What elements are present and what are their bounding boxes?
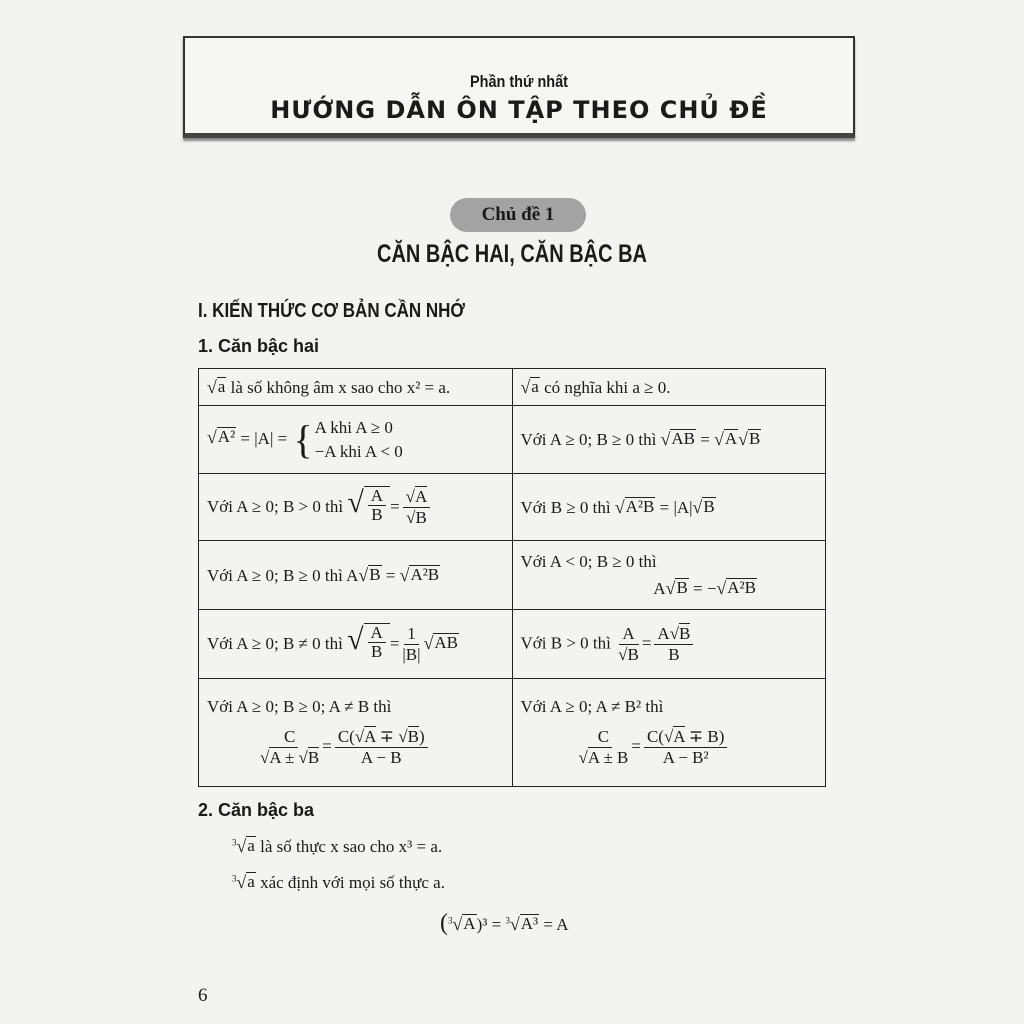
page-number: 6 <box>198 985 208 1006</box>
topic-title: CĂN BẬC HAI, CĂN BẬC BA <box>377 240 647 268</box>
table-row <box>199 679 826 787</box>
table-row <box>199 541 826 610</box>
part-subtitle: Phần thứ nhất <box>470 72 568 91</box>
table-row <box>199 474 826 541</box>
formula-cell: Với A ≥ 0; B ≠ 0 thì √ $\frac{A}{B}$ = $\frac{1}{|B|}$ √ AB <box>199 610 513 679</box>
formula-cell: √ a có nghĩa khi a ≥ 0. <box>512 369 826 406</box>
section-heading: I. KIẾN THỨC CƠ BẢN CẦN NHỚ <box>198 300 465 322</box>
table-row <box>199 369 826 406</box>
cube-root-domain: $^3$ √ a xác định với mọi số thực a. <box>232 872 445 892</box>
table-row <box>199 406 826 474</box>
subsection-square-root: 1. Căn bậc hai <box>198 336 320 356</box>
cube-root-definition: $^3$ √ a là số thực x sao cho x³ = a. <box>232 836 443 856</box>
formula-cell: Với A < 0; B ≥ 0 thì A √ B = − √ A²B <box>512 541 826 610</box>
cube-root-identity: ($^3$ √ A )³ = $^3$ √ A³ = A <box>440 910 569 936</box>
part-title: HƯỚNG DẪN ÔN TẬP THEO CHỦ ĐỀ <box>270 96 768 124</box>
part-header-box <box>183 36 855 138</box>
formula-cell: Với A ≥ 0; B ≥ 0; A ≠ B thì $\frac{C}{√A \pm √B}$ = $\frac{C(√A \mp √B)}{A - B}$ <box>199 679 513 787</box>
formula-cell: Với A ≥ 0; B > 0 thì √ $\frac{A}{B}$ = $\frac{√A}{√B}$ <box>199 474 513 541</box>
table-row <box>199 610 826 679</box>
subsection-cube-root: 2. Căn bậc ba <box>198 800 315 820</box>
topic-badge: Chủ đề 1 <box>450 198 586 232</box>
formula-cell: Với A ≥ 0; B ≥ 0 thì √ AB = √ A √ B <box>512 406 826 474</box>
formula-cell: Với B > 0 thì $\frac{A}{√B}$ = $\frac{A√B}{B}$ <box>512 610 826 679</box>
formula-cell: Với A ≥ 0; A ≠ B² thì $\frac{C}{√A \pm B}$ = $\frac{C(√A \mp B)}{\text{A − B²}}$ <box>512 679 826 787</box>
formula-cell: √ a là số không âm x sao cho x² = a. <box>199 369 513 406</box>
formula-cell: Với B ≥ 0 thì √ A²B = |A| √ B <box>512 474 826 541</box>
square-root-formula-table <box>198 368 826 787</box>
formula-cell: √ A² = |A| = { A khi A ≥ 0 −A khi A < 0 <box>199 406 513 474</box>
formula-cell: Với A ≥ 0; B ≥ 0 thì A √ B = √ A²B <box>199 541 513 610</box>
